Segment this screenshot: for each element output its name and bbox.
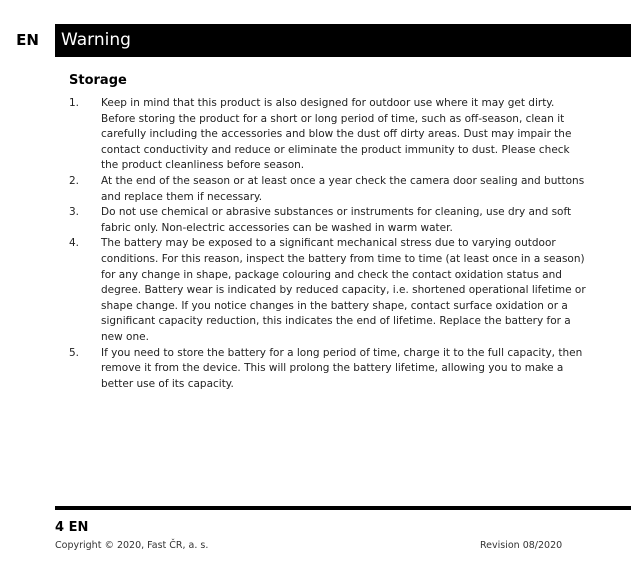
revision-label: Revision 08/2020	[480, 540, 563, 551]
item-number: 4.	[69, 237, 80, 250]
header-band	[0, 24, 631, 57]
list-item	[69, 346, 589, 393]
list-item	[69, 236, 589, 345]
list-item	[69, 174, 589, 205]
language-badge: EN	[0, 24, 55, 57]
item-text: At the end of the season or at least once a year check the camera door sealing and buttons and replace them if necessary.	[101, 174, 585, 203]
storage-instructions-list	[69, 96, 589, 392]
page-number: 4 EN	[55, 520, 89, 535]
footer-divider	[55, 506, 631, 510]
page-title: Warning	[61, 30, 131, 50]
item-text: The battery may be exposed to a significant mechanical stress due to varying outdoor conditions. For this reason, inspect the battery from time to time (at least once in a season) for any change in shape, package colouring and check the contact oxidation status and degree. Battery wear is indicated by reduced capacity, i.e. shortened operational lifetime or shape change. If you notice changes in the battery shape, contact surface oxidation or a significant capacity reduction, this indicates the end of lifetime. Replace the battery for a new one.	[101, 237, 586, 343]
header-bar	[55, 24, 631, 57]
section-title: Storage	[69, 73, 127, 88]
list-item	[69, 96, 589, 174]
copyright-notice: Copyright © 2020, Fast ČR, a. s.	[55, 540, 209, 551]
list-item	[69, 205, 589, 236]
item-number: 3.	[69, 206, 80, 219]
item-text: Keep in mind that this product is also designed for outdoor use where it may get dirty. Before storing the product for a short or long period of time, such as off-season, clean it carefully including the accessories and blow the dust off dirty areas. Dust may impair the contact conductivity and reduce or eliminate the product immunity to dust. Please check the product cleanliness before season.	[101, 97, 572, 172]
item-text: Do not use chemical or abrasive substances or instruments for cleaning, use dry and soft fabric only. Non-electric accessories can be washed in warm water.	[101, 206, 572, 234]
item-number: 5.	[69, 346, 80, 359]
item-number: 2.	[69, 174, 80, 187]
item-text: If you need to store the battery for a long period of time, charge it to the full capacity, then remove it from the device. This will prolong the battery lifetime, allowing you to make a better use of its capacity.	[101, 346, 583, 390]
item-number: 1.	[69, 97, 80, 109]
